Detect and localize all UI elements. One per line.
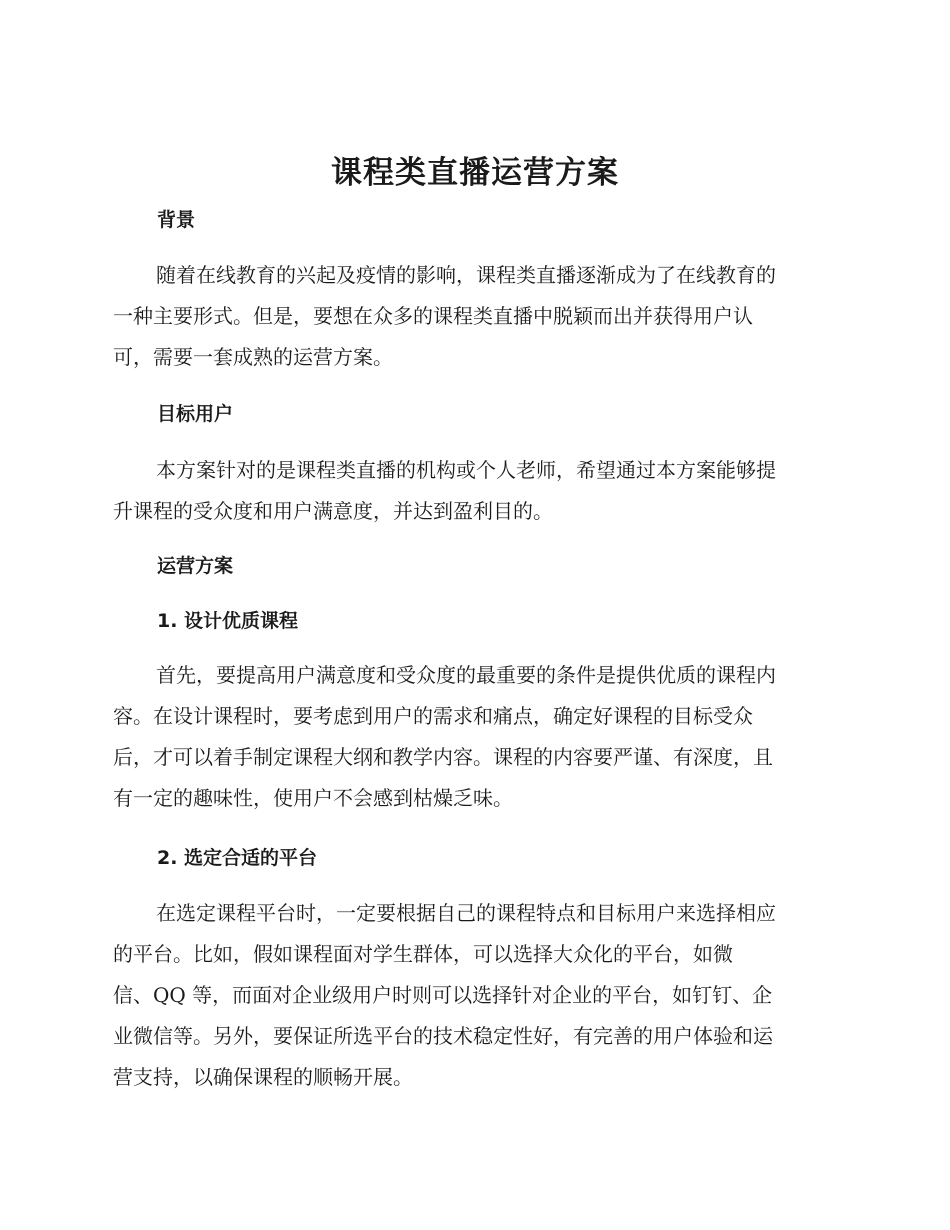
- section-heading-operation-plan: 运营方案: [157, 555, 234, 577]
- paragraph-line: 升课程的受众度和用户满意度，并达到盈利目的。: [113, 499, 553, 523]
- paragraph-line: 业微信等。另外，要保证所选平台的技术稳定性好，有完善的用户体验和运: [113, 1024, 773, 1048]
- section-paragraph-target-users: [113, 450, 837, 532]
- subsection-heading-platform-selection: 2. 选定合适的平台: [157, 847, 318, 869]
- document-title: 课程类直播运营方案: [331, 155, 619, 191]
- paragraph-line: 营支持，以确保课程的顺畅开展。: [113, 1065, 413, 1089]
- section-paragraph-background: [113, 255, 837, 378]
- paragraph-line: 一种主要形式。但是，要想在众多的课程类直播中脱颖而出并获得用户认: [113, 304, 753, 328]
- paragraph-line: 后，才可以着手制定课程大纲和教学内容。课程的内容要严谨、有深度，且: [113, 745, 773, 769]
- subsection-paragraph-course-design: [113, 655, 837, 819]
- section-heading-target-users: 目标用户: [157, 403, 234, 425]
- paragraph-line: 信、QQ 等，而面对企业级用户时则可以选择针对企业的平台，如钉钉、企: [113, 983, 773, 1007]
- paragraph-line: 有一定的趣味性，使用户不会感到枯燥乏味。: [113, 786, 513, 810]
- subsection-paragraph-platform-selection: [113, 893, 837, 1098]
- section-heading-background: 背景: [157, 209, 196, 231]
- paragraph-line: 可，需要一套成熟的运营方案。: [113, 345, 393, 369]
- paragraph-line: 的平台。比如，假如课程面对学生群体，可以选择大众化的平台，如微: [113, 942, 733, 966]
- paragraph-line: 首先，要提高用户满意度和受众度的最重要的条件是提供优质的课程内: [156, 663, 776, 687]
- subsection-heading-course-design: 1. 设计优质课程: [157, 610, 299, 632]
- paragraph-line: 随着在线教育的兴起及疫情的影响，课程类直播逐渐成为了在线教育的: [156, 263, 776, 287]
- paragraph-line: 在选定课程平台时，一定要根据自己的课程特点和目标用户来选择相应: [156, 901, 776, 925]
- paragraph-line: 容。在设计课程时，要考虑到用户的需求和痛点，确定好课程的目标受众: [113, 704, 753, 728]
- paragraph-line: 本方案针对的是课程类直播的机构或个人老师，希望通过本方案能够提: [156, 458, 776, 482]
